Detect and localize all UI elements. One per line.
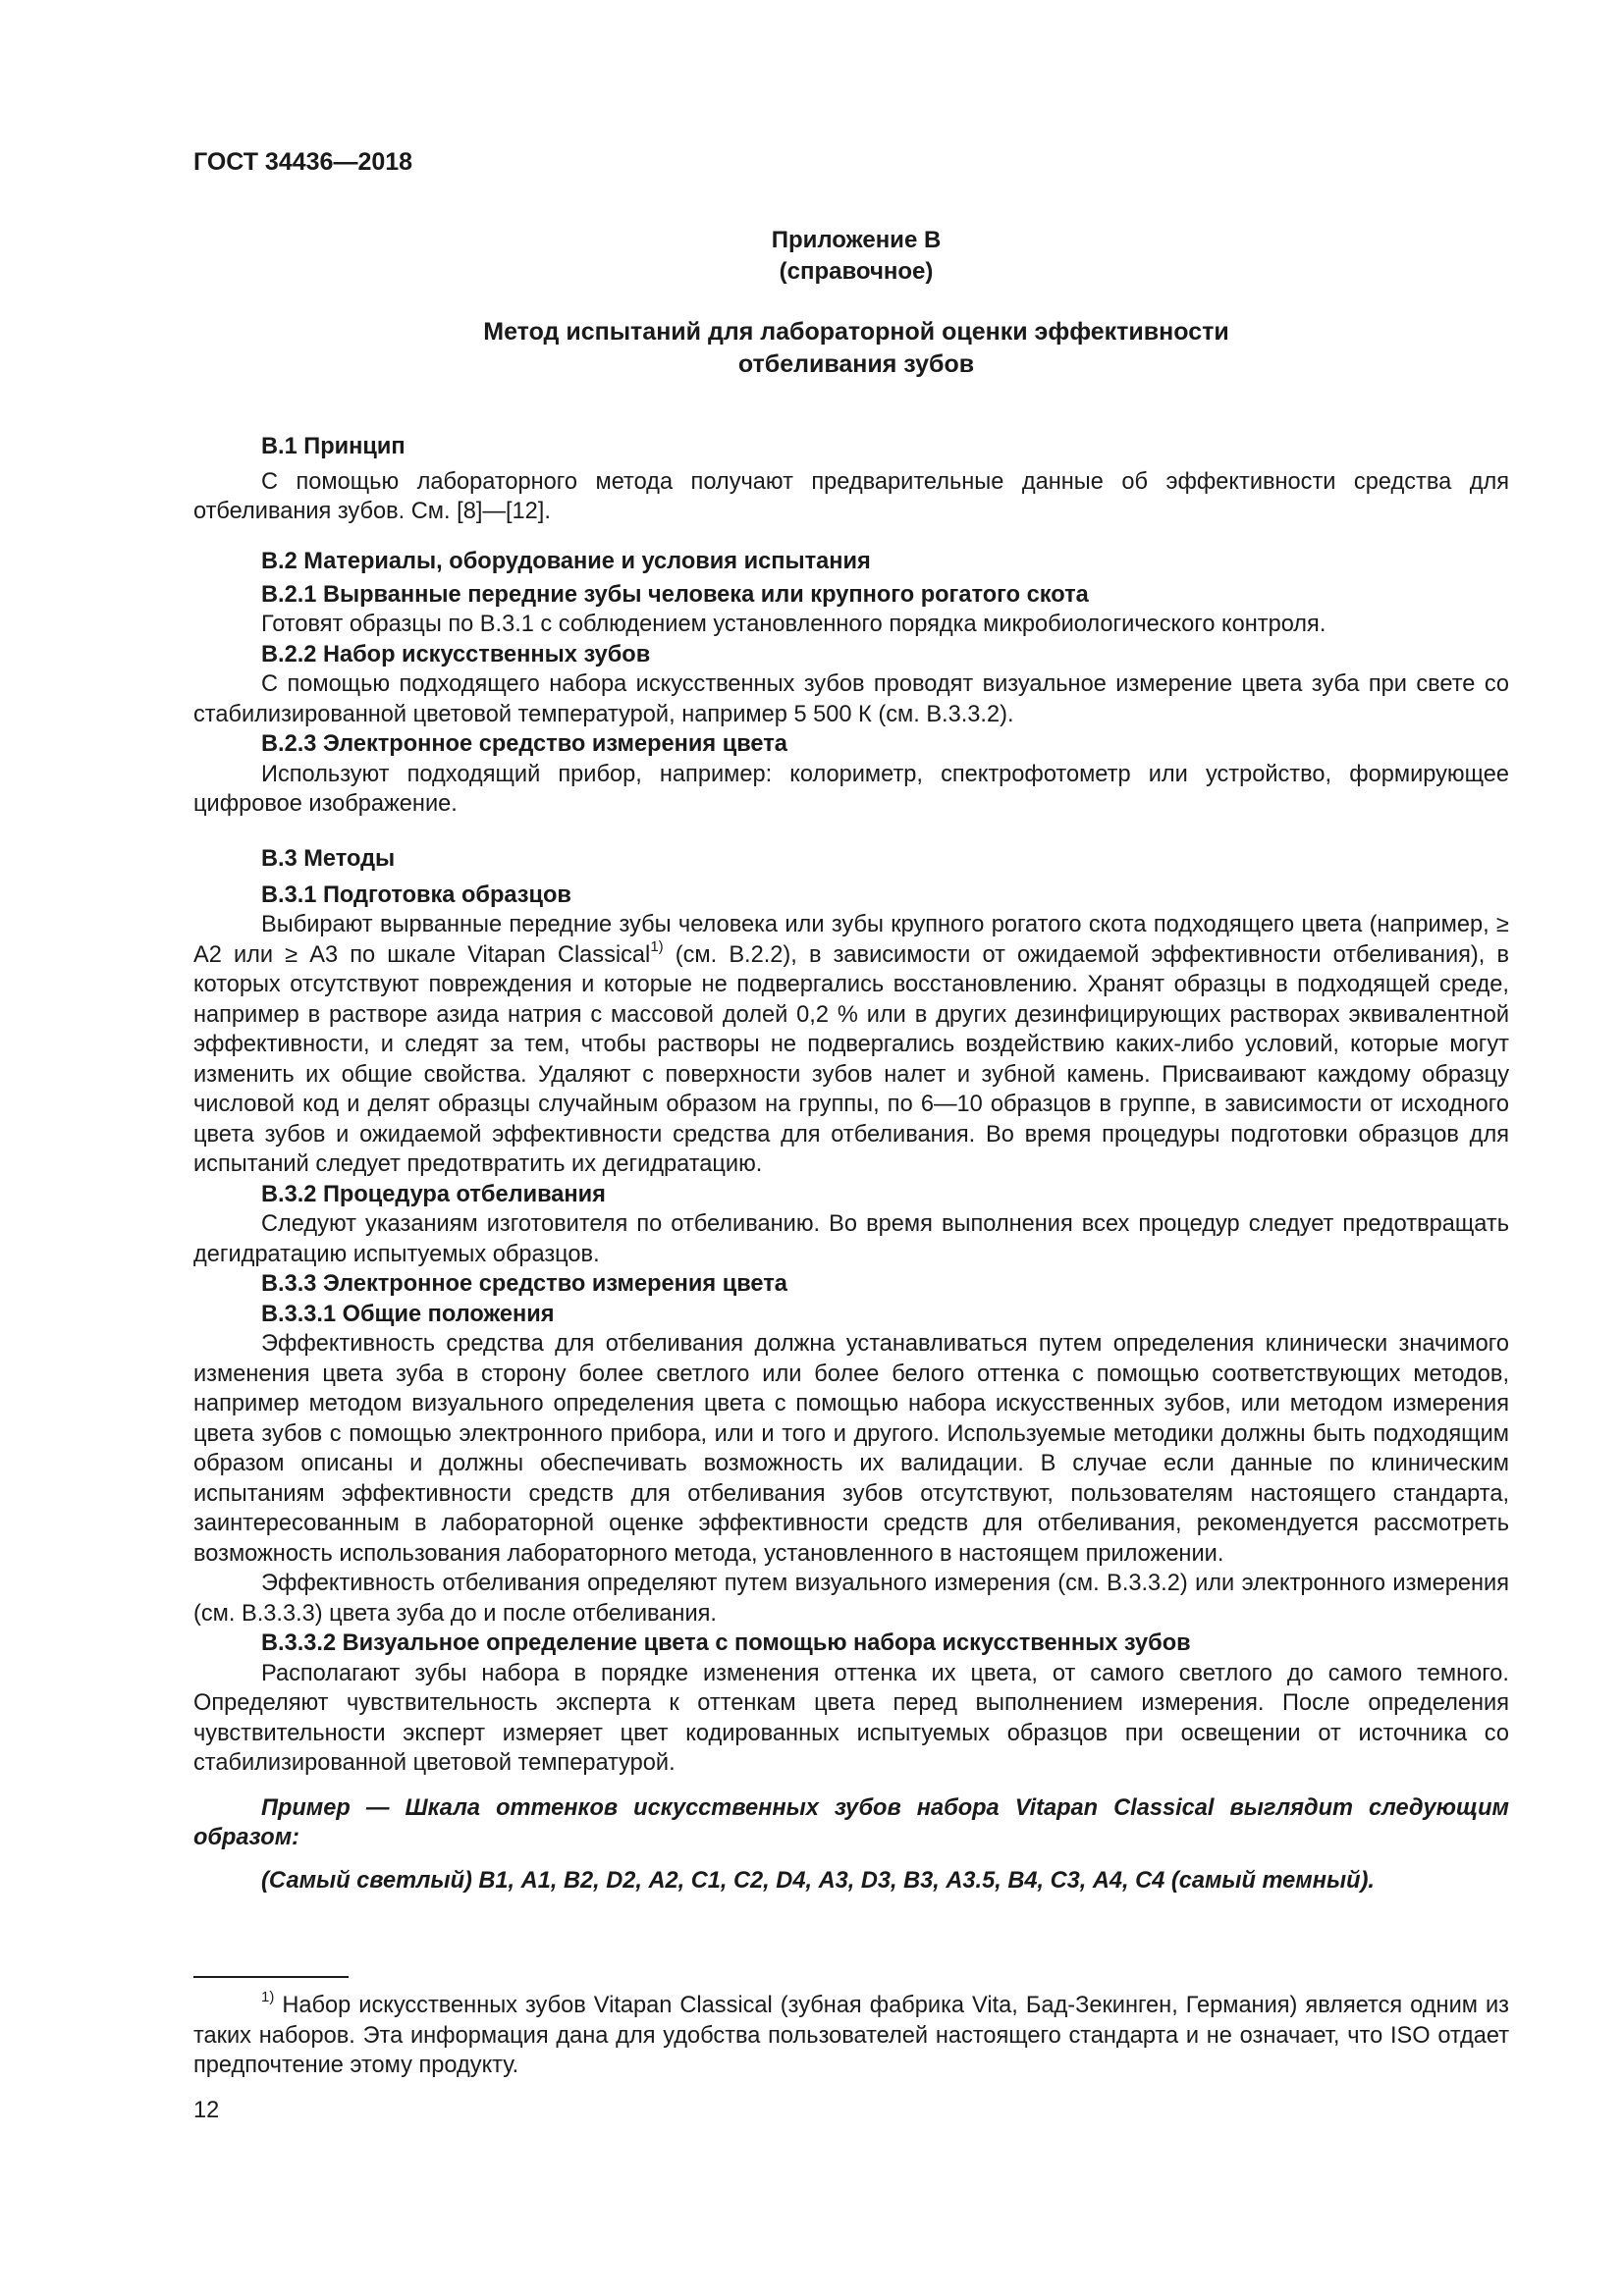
heading-b2: В.2 Материалы, оборудование и условия испытания [261, 549, 871, 574]
heading-b32: В.3.2 Процедура отбеливания [261, 1181, 606, 1207]
heading-b3: В.3 Методы [261, 846, 396, 872]
heading-b332: В.3.3.2 Визуальное определение цвета с помощью набора искусственных зубов [261, 1630, 1191, 1656]
text-b331-1: Эффективность средства для отбеливания должна устанавливаться путем определения клинически значимого изменения цвета зуба в сторону более светлого или более белого оттенка с помощью соответствующих методов, например методом визуального определения цвета с помощью набора искусственных зубов, или методом измерения цвета зубов с помощью электронного прибора, или и того и другого. Используемые методики должны быть подходящим образом описаны и должны обеспечивать возможность их валидации. В случае если данные по клиническим испытаниям эффективности средств для отбеливания зубов отсутствуют, пользователям настоящего стандарта, заинтересованным в лабораторной оценке эффективности средств для отбеливания, рекомендуется рассмотреть возможность использования лабораторного метода, установленного в настоящем приложении. [193, 1331, 1509, 1567]
footnote-divider [193, 1976, 349, 1978]
example-text: Пример — Шкала оттенков искусственных зубов набора Vitapan Classical выглядит следующим образом: [193, 1794, 1509, 1850]
page-number: 12 [193, 2098, 220, 2123]
section-b2 [193, 547, 1509, 820]
method-title-line1: Метод испытаний для лабораторной оценки эффективности [483, 318, 1229, 346]
heading-b331: В.3.3.1 Общие положения [261, 1301, 555, 1327]
document-code: ГОСТ 34436—2018 [193, 148, 413, 176]
text-b31 [193, 910, 1509, 1180]
footnote-text: Набор искусственных зубов Vitapan Classical (зубная фабрика Vita, Бад-Зекинген, Германия) является одним из таких наборов. Эта информация дана для удобства пользователей настоящего стандарта и не означает, что ISO отдает предпочтение этому продукту. [193, 1993, 1509, 2078]
method-title-line2: отбеливания зубов [737, 350, 975, 378]
heading-b23: В.2.3 Электронное средство измерения цвета [261, 731, 787, 757]
footnote-marker: 1) [261, 1989, 275, 2006]
text-b21: Готовят образцы по В.3.1 с соблюдением установленного порядка микробиологического контроля. [261, 612, 1326, 637]
text-b31-b: (см. В.2.2), в зависимости от ожидаемой эффективности отбеливания), в которых отсутствуют повреждения и которые не подвергались восстановлению. Хранят образцы в подходящей среде, например в растворе азида натрия с массовой долей 0,2 % или в других дезинфицирующих растворах эквивалентной эффективности, и следят за тем, чтобы растворы не подвергались воздействию каких-либо условий, которые могут изменить их общие свойства. Удаляют с поверхности зубов налет и зубной камень. Присваивают каждому образцу числовой код и делят образцы случайным образом на группы, по 6—10 образцов в группе, в зависимости от исходного цвета зубов и ожидаемой эффективности средства для отбеливания. Во время процедуры подготовки образцов для испытаний следует предотвратить их дегидратацию. [193, 941, 1510, 1177]
appendix-type: (справочное) [779, 258, 934, 285]
example-scale: (Самый светлый) В1, А1, В2, D2, А2, С1, С2, D4, А3, D3, В3, А3.5, В4, С3, А4, С4 (самый темный). [261, 1867, 1375, 1894]
text-b31-a: Выбирают вырванные передние зубы человека или зубы крупного рогатого скота подходящего цвета (например, ≥ А2 или ≥ А3 по шкале Vitapan Classical [193, 912, 1509, 968]
heading-b1: В.1 Принцип [261, 434, 406, 459]
footnote-ref: 1) [650, 937, 664, 955]
text-b32: Следуют указаниям изготовителя по отбеливанию. Во время выполнения всех процедур следует предотвращать дегидратацию испытуемых образцов. [193, 1211, 1509, 1267]
heading-b21: В.2.1 Вырванные передние зубы человека или крупного рогатого скота [261, 581, 1089, 608]
appendix-title: Приложение В [771, 227, 942, 253]
section-b1 [193, 432, 1509, 527]
text-b22: С помощью подходящего набора искусственных зубов проводят визуальное измерение цвета зуба при свете со стабилизированной цветовой температурой, например 5 500 К (см. В.3.3.2). [193, 671, 1509, 727]
method-title [0, 316, 1624, 381]
text-b332: Располагают зубы набора в порядке изменения оттенка их цвета, от самого светлого до самого темного. Определяют чувствительность эксперта к оттенкам цвета перед выполнением измерения. После определения чувствительности эксперт измеряет цвет кодированных испытуемых образцов при освещении от источника со стабилизированной цветовой температурой. [193, 1660, 1509, 1776]
heading-b33: В.3.3 Электронное средство измерения цвета [261, 1271, 787, 1297]
text-b1: С помощью лабораторного метода получают предварительные данные об эффективности средства для отбеливания зубов. См. [8]—[12]. [193, 468, 1509, 524]
heading-b22: В.2.2 Набор искусственных зубов [261, 641, 651, 667]
footnote [193, 1991, 1509, 2081]
text-b331-2: Эффективность отбеливания определяют путем визуального измерения (см. В.3.3.2) или электронного измерения (см. В.3.3.3) цвета зуба до и после отбеливания. [193, 1571, 1509, 1627]
section-b3 [193, 844, 1509, 1896]
text-b23: Используют подходящий прибор, например: колориметр, спектрофотометр или устройство, формирующее цифровое изображение. [193, 761, 1509, 817]
heading-b31: В.3.1 Подготовка образцов [261, 881, 571, 908]
